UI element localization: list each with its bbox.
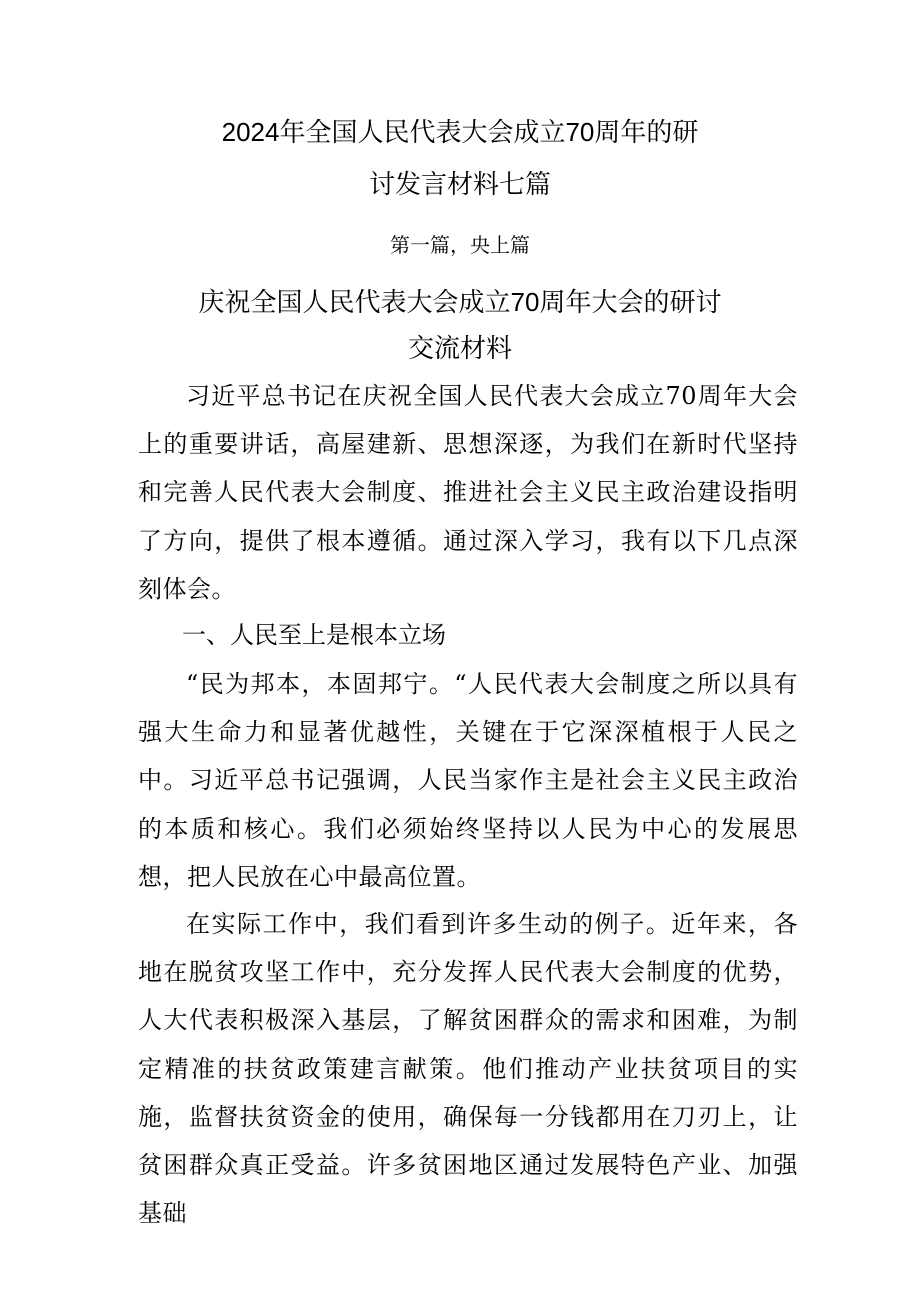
section-label: 第一篇，央上篇 <box>390 233 530 257</box>
paragraph-people-first: “民为邦本，本固邦宁。“人民代表大会制度之所以具有强大生命力和显著优越性，关键在于它深深植根于人民之中。习近平总书记强调，人民当家作主是社会主义民主政治的本质和核心。我们必须始终坚持以人民为中心的发展思想，把人民放在心中最高位置。 <box>138 670 798 891</box>
document-title-line-2: 讨发言材料七篇 <box>368 169 551 199</box>
article-title-line-2: 交流材料 <box>407 333 512 363</box>
paragraph-intro: 习近平总书记在庆祝全国人民代表大会成立70周年大会上的重要讲话，高屋建新、思想深逐，为我们在新时代坚持和完善人民代表大会制度、推进社会主义民主政治建设指明了方向，提供了根本遵循。通过深入学习，我有以下几点深刻体会。 <box>138 382 798 603</box>
paragraph-practice-examples: 在实际工作中，我们看到许多生动的例子。近年来，各地在脱贫攻坚工作中，充分发挥人民代表大会制度的优势，人大代表积极深入基层，了解贫困群众的需求和困难，为制定精准的扶贫政策建言献策。他们推动产业扶贫项目的实施，监督扶贫资金的使用，确保每一分钱都用在刀刃上，让贫困群众真正受益。许多贫困地区通过发展特色产业、加强基础 <box>138 910 798 1228</box>
section-heading-1: 一、人民至上是根本立场 <box>182 622 446 649</box>
article-title-line-1: 庆祝全国人民代表大会成立70周年大会的研讨 <box>198 287 722 317</box>
document-title-line-1: 2024年全国人民代表大会成立70周年的研 <box>221 117 699 147</box>
